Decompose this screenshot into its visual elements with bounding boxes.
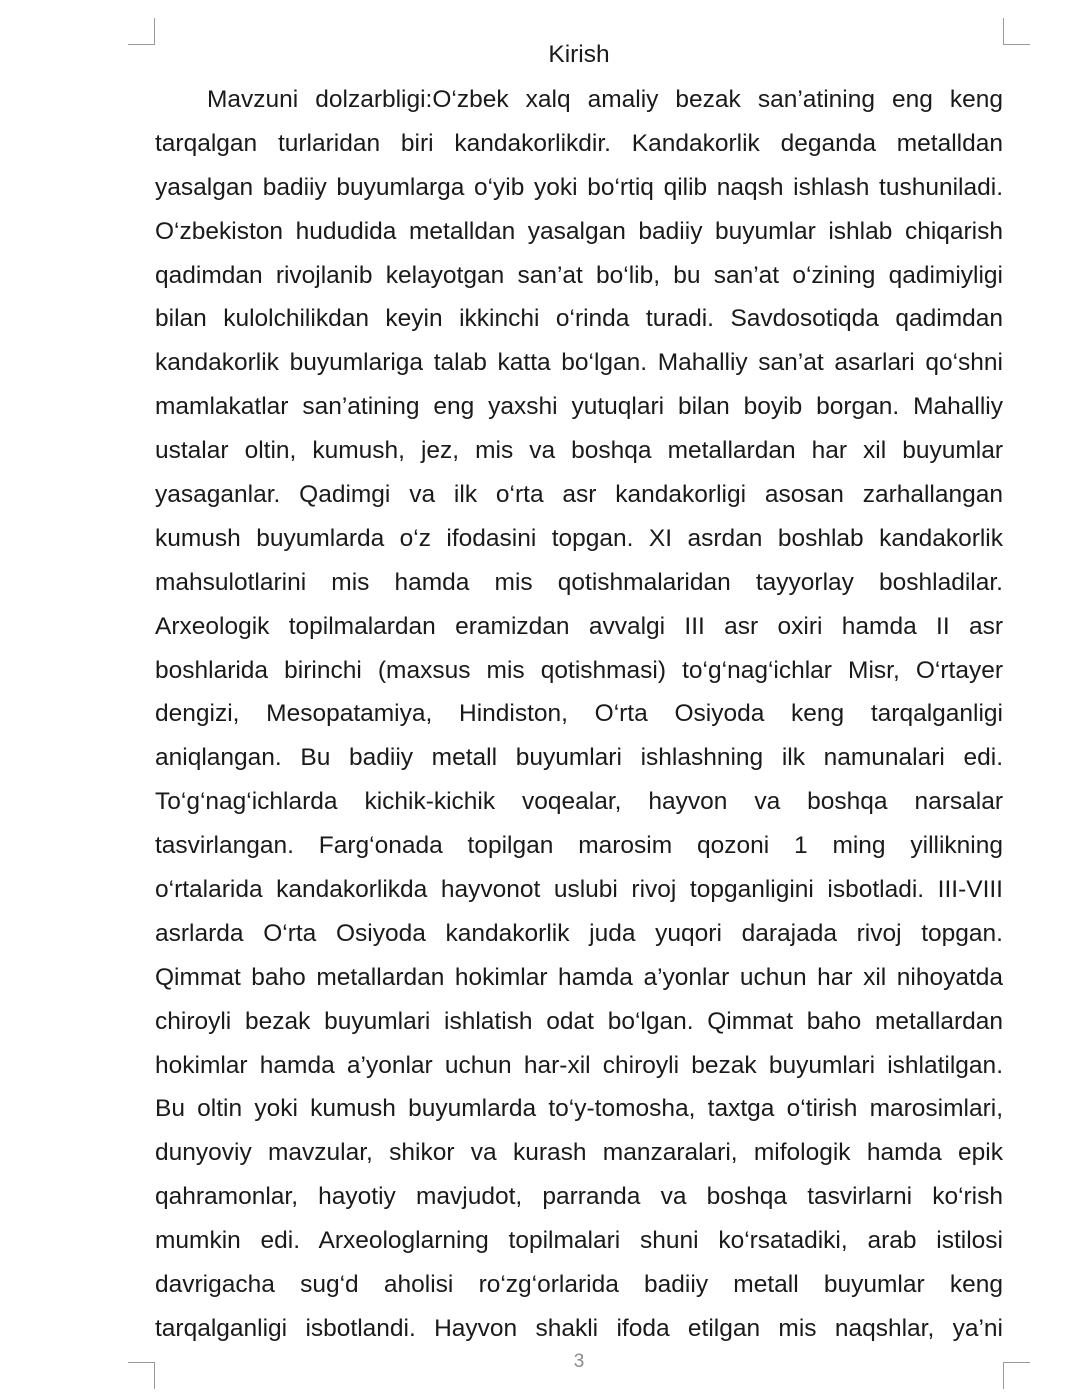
text-line: dunyoviy mavzular, shikor va kurash manzaralari, mifologik hamda epik: [155, 1139, 1003, 1167]
text-line: mahsulotlarini mis hamda mis qotishmalaridan tayyorlay boshladilar.: [155, 568, 1003, 596]
text-line: kandakorlik buyumlariga talab katta bo‘lgan. Mahalliy san’at asarlari qo‘shni: [155, 349, 1003, 377]
text-line: Qimmat baho metallardan hokimlar hamda a’yonlar uchun har xil nihoyatda: [155, 963, 1003, 991]
text-line: tarqalgan turlaridan biri kandakorlikdir. Kandakorlik deganda metalldan: [155, 129, 1003, 157]
page-title: Kirish: [548, 41, 610, 68]
text-line: To‘g‘nag‘ichlarda kichik-kichik voqealar, hayvon va boshqa narsalar: [155, 788, 1003, 816]
text-line: qadimdan rivojlanib kelayotgan san’at bo‘lib, bu san’at o‘zining qadimiyligi: [155, 261, 1003, 289]
text-line: Arxeologik topilmalardan eramizdan avvalgi III asr oxiri hamda II asr: [155, 612, 1003, 640]
text-line: aniqlangan. Bu badiiy metall buyumlari ishlashning ilk namunalari edi.: [155, 744, 1003, 772]
text-line: O‘zbekiston hududida metalldan yasalgan badiiy buyumlar ishlab chiqarish: [155, 217, 1003, 245]
text-line: chiroyli bezak buyumlari ishlatish odat bo‘lgan. Qimmat baho metallardan: [155, 1007, 1003, 1035]
page-number: 3: [573, 1351, 585, 1372]
text-line: davrigacha sug‘d aholisi ro‘zg‘orlarida badiiy metall buyumlar keng: [155, 1271, 1003, 1299]
text-line: Bu oltin yoki kumush buyumlarda to‘y-tomosha, taxtga o‘tirish marosimlari,: [155, 1095, 1003, 1123]
text-line: yasaganlar. Qadimgi va ilk o‘rta asr kandakorligi asosan zarhallangan: [155, 481, 1003, 509]
text-line: hokimlar hamda a’yonlar uchun har-xil chiroyli bezak buyumlari ishlatilgan.: [155, 1051, 1003, 1079]
text-line: bilan kulolchilikdan keyin ikkinchi o‘rinda turadi. Savdosotiqda qadimdan: [155, 305, 1003, 333]
text-line: mumkin edi. Arxeologlarning topilmalari shuni ko‘rsatadiki, arab istilosi: [155, 1227, 1003, 1255]
section-lead: Mavzuni dolzarbligi:: [207, 86, 433, 113]
body-text: [155, 78, 1003, 1351]
text-line: dengizi, Mesopatamiya, Hindiston, O‘rta Osiyoda keng tarqalganligi: [155, 700, 1003, 728]
text-line: yasalgan badiiy buyumlarga o‘yib yoki bo‘rtiq qilib naqsh ishlash tushuniladi.: [155, 173, 1003, 201]
text-line-content: O‘zbek xalq amaliy bezak san’atining eng keng: [432, 86, 1004, 113]
text-line: qahramonlar, hayotiy mavjudot, parranda va boshqa tasvirlarni ko‘rish: [155, 1183, 1003, 1211]
text-line: mamlakatlar san’atining eng yaxshi yutuqlari bilan boyib borgan. Mahalliy: [155, 393, 1003, 421]
text-line: kumush buyumlarda o‘z ifodasini topgan. XI asrdan boshlab kandakorlik: [155, 524, 1003, 552]
text-line: ustalar oltin, kumush, jez, mis va boshqa metallardan har xil buyumlar: [155, 437, 1003, 465]
text-line: [155, 78, 1003, 122]
text-line: tasvirlangan. Farg‘onada topilgan marosim qozoni 1 ming yillikning: [155, 832, 1003, 860]
text-line: tarqalganligi isbotlandi. Hayvon shakli ifoda etilgan mis naqshlar, ya’ni: [155, 1314, 1003, 1342]
text-line: boshlarida birinchi (maxsus mis qotishmasi) to‘g‘nag‘ichlar Misr, O‘rtayer: [155, 656, 1003, 684]
text-line: o‘rtalarida kandakorlikda hayvonot uslubi rivoj topganligini isbotladi. III-VIII: [155, 876, 1003, 904]
text-line: asrlarda O‘rta Osiyoda kandakorlik juda yuqori darajada rivoj topgan.: [155, 919, 1003, 947]
